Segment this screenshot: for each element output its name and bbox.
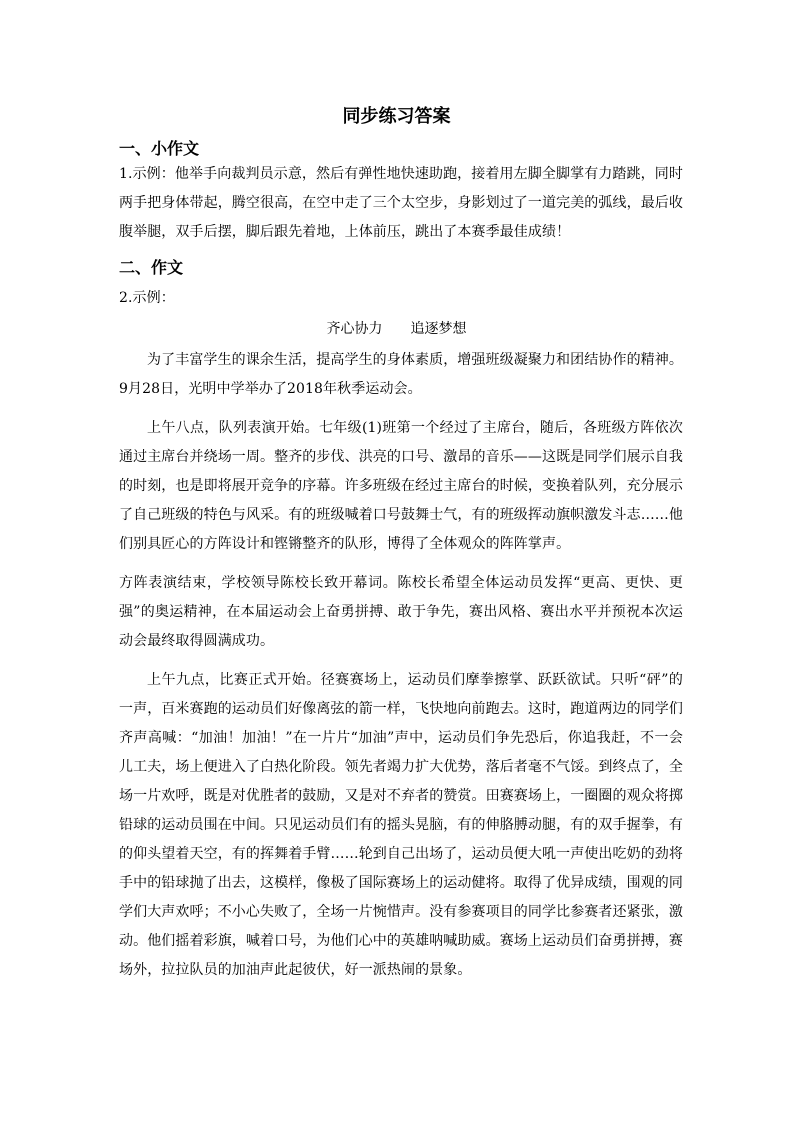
essay-title [0, 318, 793, 340]
short-essay-answer [119, 160, 683, 247]
essay-example-label-block [119, 284, 683, 313]
essay-paragraph: 上午九点，比赛正式开始。径赛赛场上，运动员们摩拳擦掌、跃跃欲试。只听“砰”的一声，百米赛跑的运动员们好像离弦的箭一样，飞快地向前跑去。这时，跑道两边的同学们齐声高喊：“加油！加油！”在一片片“加油”声中，运动员们争先恐后，你追我赶，不一会儿工夫，场上便进入了白热化阶段。领先者竭力扩大优势，落后者毫不气馁。到终点了，全场一片欢呼，既是对优胜者的鼓励，又是对不弃者的赞赏。田赛赛场上，一圈圈的观众将掷铅球的运动员围在中间。只见运动员们有的摇头晃脑，有的伸胳膊动腿，有的双手握拳，有的仰头望着天空，有的挥舞着手臂……轮到自己出场了，运动员便大吼一声使出吃奶的劲将手中的铅球抛了出去，这模样，像极了国际赛场上的运动健将。取得了优异成绩，围观的同学们大声欢呼；不小心失败了，全场一片惋惜声。没有参赛项目的同学比参赛者还紧张，激动。他们摇着彩旗，喊着口号，为他们心中的英雄呐喊助威。赛场上运动员们奋勇拼搏，赛场外，拉拉队员的加油声此起彼伏，好一派热闹的景象。 [119, 672, 683, 978]
essay-body [119, 346, 683, 985]
essay-title-part2: 追逐梦想 [410, 321, 467, 337]
essay-title-part1: 齐心协力 [326, 321, 383, 337]
essay-example-label: 2.示例： [119, 290, 175, 306]
page-title: 同步练习答案 [342, 106, 451, 127]
short-essay-answer-text: 1.示例：他举手向裁判员示意，然后有弹性地快速助跑，接着用左脚全脚掌有力踏跳，同时两手把身体带起，腾空很高，在空中走了三个太空步，身影划过了一道完美的弧线，最后收腹举腿，双手后摆，脚后跟先着地，上体前压，跳出了本赛季最佳成绩！ [119, 166, 683, 240]
essay-paragraph: 方阵表演结束，学校领导陈校长致开幕词。陈校长希望全体运动员发挥“更高、更快、更强”的奥运精神，在本届运动会上奋勇拼搏、敢于争先，赛出风格、赛出水平并预祝本次运动会最终取得圆满成功。 [119, 575, 683, 649]
essay-paragraph: 上午八点，队列表演开始。七年级(1)班第一个经过了主席台，随后，各班级方阵依次通过主席台并绕场一周。整齐的步伐、洪亮的口号、激昂的音乐——这既是同学们展示自我的时刻，也是即将展开竞争的序幕。许多班级在经过主席台的时候，变换着队列，充分展示了自己班级的特色与风采。有的班级喊着口号鼓舞士气，有的班级挥动旗帜激发斗志……他们别具匠心的方阵设计和铿锵整齐的队形，博得了全体观众的阵阵掌声。 [119, 420, 683, 552]
essay-paragraph: 为了丰富学生的课余生活，提高学生的身体素质，增强班级凝聚力和团结协作的精神。9月28日，光明中学举办了2018年秋季运动会。 [119, 352, 683, 397]
section-heading-short-essay: 一、小作文 [119, 139, 200, 158]
section-heading-essay: 二、作文 [119, 258, 184, 277]
